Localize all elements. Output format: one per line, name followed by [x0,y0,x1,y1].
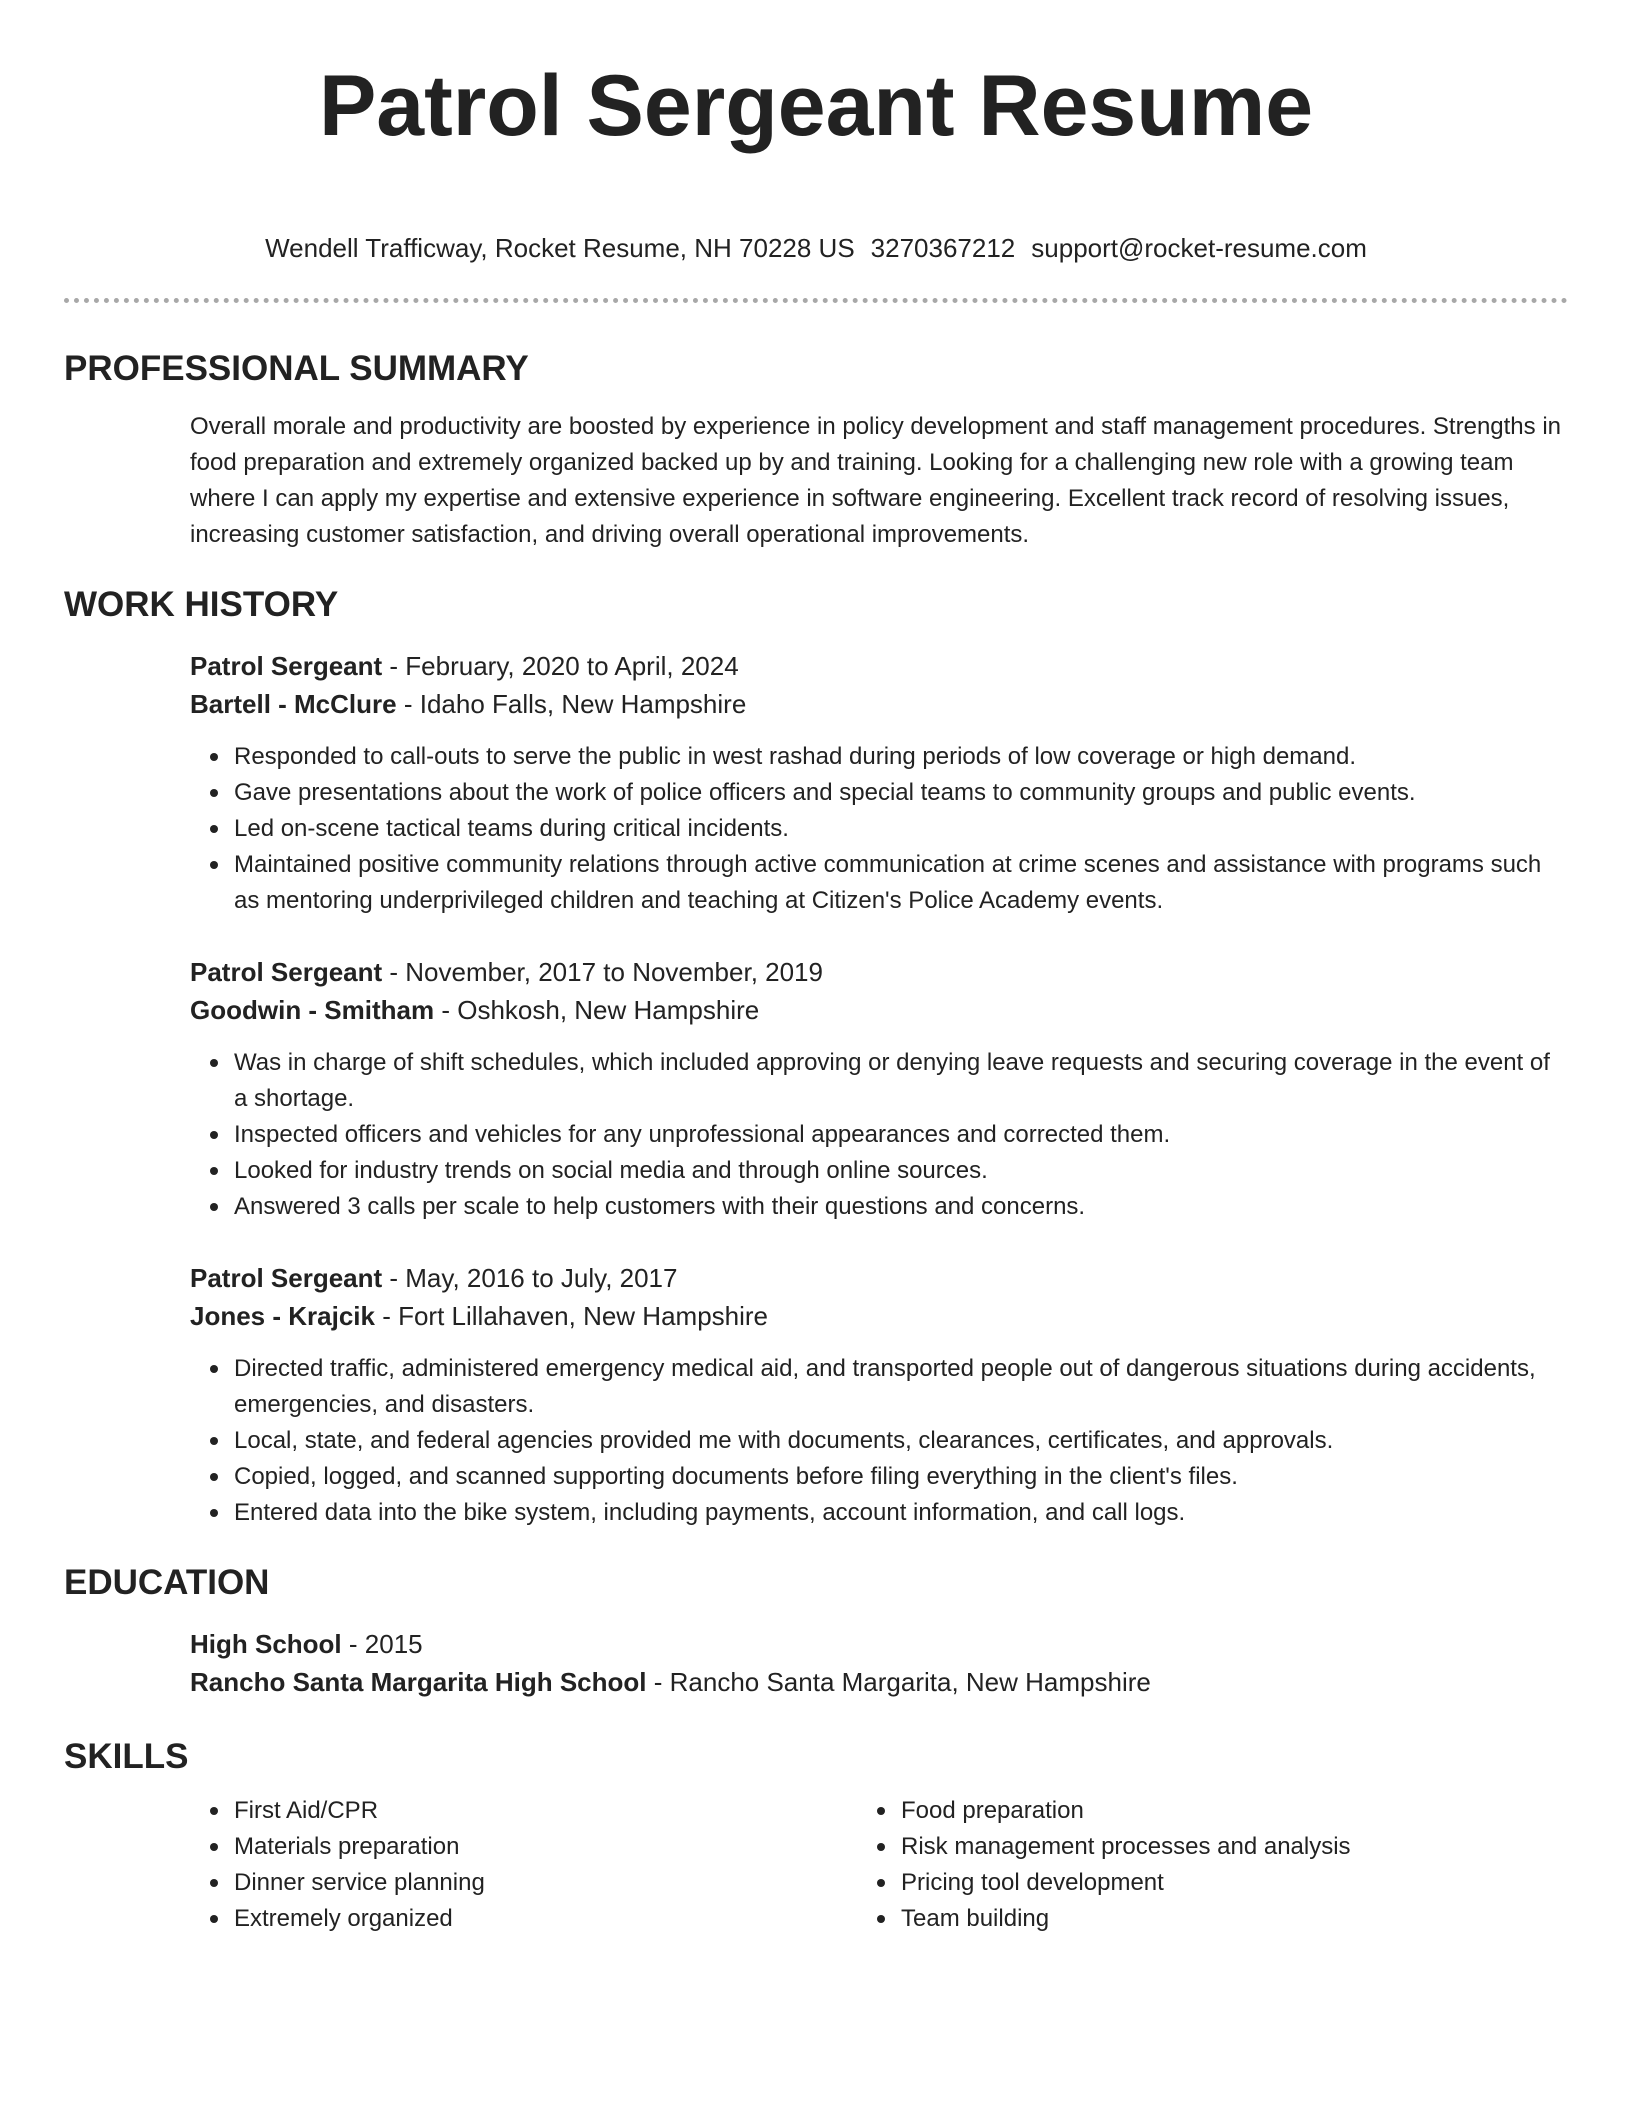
job-title-line [190,953,1568,991]
job-bullet: Directed traffic, administered emergency medical aid, and transported people out of dangerous situations during accidents, emergencies, and disasters. [234,1351,1568,1423]
job-title: Patrol Sergeant [190,651,383,681]
job-bullet: Entered data into the bike system, including payments, account information, and call logs. [234,1495,1568,1531]
work-history-heading: WORK HISTORY [64,585,339,624]
skill-item: Team building [901,1901,1568,1937]
education-entry [190,1625,1568,1701]
job-bullet: Looked for industry trends on social media and through online sources. [234,1153,1568,1189]
job-bullet: Local, state, and federal agencies provided me with documents, clearances, certificates, and approvals. [234,1423,1568,1459]
job-entry [190,1259,1568,1531]
job-bullet: Was in charge of shift schedules, which included approving or denying leave requests and securing coverage in the event of a shortage. [234,1045,1568,1117]
summary-text: Overall morale and productivity are boosted by experience in policy development and staff management procedures. Strengths in food preparation and extremely organized backed up by and training. Looking for a challenging new role with a growing team where I can apply my expertise and extensive experience in software engineering. Excellent track record of resolving issues, increasing customer satisfaction, and driving overall operational improvements. [190,413,1561,548]
job-company: Goodwin - Smitham [190,995,435,1025]
resume-page [64,0,1568,1937]
skills-left-column [234,1793,901,1937]
job-title: Patrol Sergeant [190,1263,383,1293]
job-bullet: Answered 3 calls per scale to help customers with their questions and concerns. [234,1189,1568,1225]
education-heading: EDUCATION [64,1563,270,1602]
contact-email: support@rocket-resume.com [1031,233,1367,263]
job-bullet: Responded to call-outs to serve the public in west rashad during periods of low coverage or high demand. [234,739,1568,775]
job-dates: - May, 2016 to July, 2017 [382,1263,678,1293]
job-dates: - November, 2017 to November, 2019 [382,957,823,987]
header-divider [64,298,1568,303]
job-title: Patrol Sergeant [190,957,383,987]
education-degree-line [190,1625,1568,1663]
job-entry [190,647,1568,919]
contact-address: Wendell Trafficway, Rocket Resume, NH 70228 US [265,233,855,263]
skill-item: First Aid/CPR [234,1793,901,1829]
job-bullet: Inspected officers and vehicles for any unprofessional appearances and corrected them. [234,1117,1568,1153]
education-section [64,1561,1568,1701]
skill-item: Risk management processes and analysis [901,1829,1568,1865]
summary-section [64,347,1568,553]
contact-line [64,232,1568,264]
skills-columns [190,1793,1568,1937]
education-location: - Rancho Santa Margarita, New Hampshire [646,1667,1151,1697]
job-bullets [234,739,1568,919]
job-location: - Fort Lillahaven, New Hampshire [374,1301,769,1331]
skill-item: Extremely organized [234,1901,901,1937]
work-history-section [64,583,1568,1531]
summary-heading: PROFESSIONAL SUMMARY [64,349,529,388]
education-school: Rancho Santa Margarita High School [190,1667,647,1697]
job-title-line [190,1259,1568,1297]
skills-heading: SKILLS [64,1737,189,1776]
education-school-line [190,1663,1568,1701]
job-location: - Idaho Falls, New Hampshire [396,689,747,719]
job-company: Bartell - McClure [190,689,397,719]
skills-right-column [901,1793,1568,1937]
skill-item: Materials preparation [234,1829,901,1865]
job-dates: - February, 2020 to April, 2024 [382,651,739,681]
skill-item: Food preparation [901,1793,1568,1829]
job-bullets [234,1351,1568,1531]
job-title-line [190,647,1568,685]
job-company-line [190,1297,1568,1335]
education-degree: High School [190,1629,342,1659]
job-company-line [190,685,1568,723]
resume-title: Patrol Sergeant Resume [318,58,1314,154]
job-bullet: Maintained positive community relations through active communication at crime scenes and assistance with programs such as mentoring underprivileged children and teaching at Citizen's Police Academy events. [234,847,1568,919]
contact-phone: 3270367212 [870,233,1016,263]
job-bullet: Copied, logged, and scanned supporting documents before filing everything in the client's files. [234,1459,1568,1495]
job-company: Jones - Krajcik [190,1301,375,1331]
job-bullets [234,1045,1568,1225]
skill-item: Pricing tool development [901,1865,1568,1901]
skills-section [64,1735,1568,1937]
job-bullet: Led on-scene tactical teams during critical incidents. [234,811,1568,847]
job-company-line [190,991,1568,1029]
skill-item: Dinner service planning [234,1865,901,1901]
education-year: - 2015 [341,1629,423,1659]
job-bullet: Gave presentations about the work of police officers and special teams to community groups and public events. [234,775,1568,811]
job-location: - Oshkosh, New Hampshire [434,995,760,1025]
job-entry [190,953,1568,1225]
